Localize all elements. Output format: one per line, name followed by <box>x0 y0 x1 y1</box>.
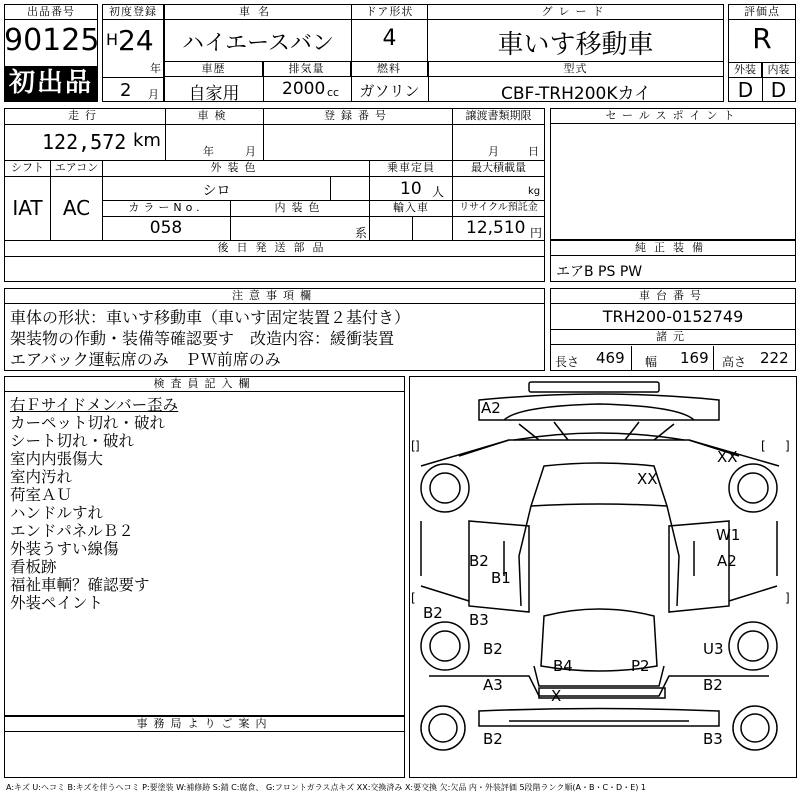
deadline-label: 譲渡書類期限 <box>453 109 544 123</box>
damage-mark: XX <box>717 448 738 466</box>
damage-mark: A3 <box>483 676 503 694</box>
office-notice-label: 事務局よりご案内 <box>5 717 404 732</box>
damage-mark: B2 <box>423 604 443 622</box>
inspector-line: 荷室ＡＵ <box>10 486 73 504</box>
inspector-line: カーペット切れ・破れ <box>10 414 166 432</box>
model-label: 型式 <box>428 62 723 77</box>
lot-number: 90125 <box>4 23 100 58</box>
inspector-line: 外装ペイント <box>10 594 104 612</box>
color-no: 058 <box>149 218 183 238</box>
damage-mark: A2 <box>717 552 737 570</box>
max-load-unit: kg <box>528 186 541 197</box>
width-label: 幅 <box>645 355 658 369</box>
inspector-line: 右Ｆサイドメンバー歪み <box>10 396 179 414</box>
color-no-label: カラーNo. <box>103 201 229 215</box>
first-reg-month: 2 <box>120 80 132 101</box>
inspector-line: ハンドルすれ <box>10 504 104 522</box>
deadline-day-unit: 日 <box>528 145 539 158</box>
length-label: 長さ <box>555 355 580 369</box>
height-label: 高さ <box>722 355 747 369</box>
import-label: 輸入車 <box>370 201 452 215</box>
displacement-label: 排気量 <box>263 62 351 77</box>
car-name-label: 車名 <box>165 5 351 20</box>
notes-lines <box>10 307 410 370</box>
era: H <box>106 30 119 49</box>
recycle-label: リサイクル預託金 <box>453 201 544 215</box>
displacement: 2000 <box>282 79 326 99</box>
later-parts-label: 後日発送部品 <box>5 241 544 255</box>
note-line: 車体の形状：車いす移動車（車いす固定装置２基付き） <box>10 308 411 327</box>
ac: AC <box>62 196 91 220</box>
shift: IAT <box>12 196 43 220</box>
bracket-right-front-close: ] <box>785 439 790 453</box>
inspector-line: 看板跡 <box>10 558 57 576</box>
fuel-label: 燃料 <box>351 62 428 77</box>
inspection-year-unit: 年 <box>203 145 214 158</box>
first-reg-label: 初度登録 <box>103 5 163 20</box>
sales-points-box <box>550 108 796 240</box>
damage-mark: U3 <box>703 640 724 658</box>
history-label: 車歴 <box>165 62 263 77</box>
damage-mark: B2 <box>483 640 503 658</box>
damage-mark: XX <box>637 470 658 488</box>
inspector-line: 外装うすい線傷 <box>10 540 119 558</box>
doors: 4 <box>382 26 397 51</box>
damage-mark: B3 <box>469 611 489 629</box>
max-load-label: 最大積載量 <box>453 161 544 175</box>
door-label: ドア形状 <box>352 5 427 20</box>
fuel: ガソリン <box>359 82 420 100</box>
inspection-month-unit: 月 <box>245 145 256 158</box>
score: R <box>752 22 772 55</box>
inspector-line: 福祉車輌？確認要す <box>10 576 150 594</box>
mileage: 122,572 <box>42 130 127 154</box>
bracket-right-front: [ <box>761 439 766 453</box>
width: 169 <box>680 349 709 367</box>
history: 自家用 <box>188 84 240 104</box>
first-reg-year: 24 <box>118 24 154 57</box>
inspector-lines <box>10 396 178 612</box>
car-name: ハイエースバン <box>181 31 335 56</box>
reg-no-label: 登録番号 <box>264 109 452 123</box>
exterior-grade-label: 外装 <box>729 63 762 78</box>
displacement-unit: cc <box>327 86 340 99</box>
month-unit: 月 <box>148 88 159 101</box>
damage-mark: B2 <box>703 676 723 694</box>
inspection-label: 車検 <box>166 109 263 123</box>
damage-mark: B4 <box>553 657 573 675</box>
height: 222 <box>760 349 789 367</box>
length: 469 <box>596 349 625 367</box>
mileage-unit: km <box>133 130 161 151</box>
damage-mark: B2 <box>483 730 503 748</box>
sales-points-label: セールスポイント <box>551 109 795 124</box>
shift-label: シフト <box>5 161 50 175</box>
year-unit: 年 <box>150 62 161 75</box>
note-line: エアバック運転席のみ ＰＷ前席のみ <box>10 350 281 369</box>
damage-mark: P2 <box>631 657 650 675</box>
capacity-label: 乗車定員 <box>370 161 452 175</box>
int-color-label: 内装色 <box>231 201 369 215</box>
recycle: 12,510 <box>466 218 526 238</box>
inspector-line: エンドパネルＢ２ <box>10 522 134 540</box>
damage-mark: W1 <box>716 526 741 544</box>
model: CBF-TRH200Kカイ <box>501 84 651 104</box>
score-label: 評価点 <box>729 5 795 20</box>
deadline-month-unit: 月 <box>488 145 499 158</box>
int-color-unit: 系 <box>355 226 368 240</box>
damage-mark: B1 <box>491 569 511 587</box>
inspector-label: 検査員記入欄 <box>5 377 404 392</box>
options-label: 純正装備 <box>551 241 795 256</box>
ac-label: エアコン <box>51 161 102 175</box>
inspector-line: 室内汚れ <box>10 468 73 486</box>
ext-color: シロ <box>202 183 231 199</box>
bracket-left-rear: [ <box>411 591 416 605</box>
damage-mark: B3 <box>703 730 723 748</box>
dims-label: 諸元 <box>551 330 795 345</box>
capacity: 10 <box>400 179 422 199</box>
lot-number-label: 出品番号 <box>5 5 97 20</box>
note-line: 架装物の作動・装備等確認要す 改造内容：緩衝装置 <box>10 329 395 348</box>
exterior-grade: D <box>737 78 754 102</box>
bracket-left-front-close: ] <box>415 439 420 453</box>
interior-grade: D <box>770 78 787 102</box>
chassis-label: 車台番号 <box>551 289 795 304</box>
interior-grade-label: 内装 <box>762 63 795 78</box>
damage-mark: X <box>551 687 562 705</box>
grade: 車いす移動車 <box>497 30 654 60</box>
mileage-label: 走行 <box>5 109 165 123</box>
inspector-line: 室内内張傷大 <box>10 450 104 468</box>
legend: A:キズ U:ヘコミ B:キズを伴うヘコミ P:要塗装 W:補修跡 S:錆 C:腐食、 G:フロントガラス点キズ XX:交換済み X:要交換 欠:欠品 内・外装評価 5段階ランク順(A・B・C・D・E) 1 <box>6 783 647 792</box>
notes-label: 注意事項欄 <box>5 289 544 304</box>
bracket-right-rear: ] <box>785 591 790 605</box>
damage-mark: B2 <box>469 552 489 570</box>
recycle-unit: 円 <box>530 226 543 240</box>
ext-color-label: 外装色 <box>103 161 369 175</box>
options: エアB PS PW <box>556 264 643 280</box>
chassis-number: TRH200-0152749 <box>602 307 744 326</box>
vehicle-damage-diagram <box>409 376 797 778</box>
first-listing-badge: 初出品 <box>5 66 97 101</box>
grade-label: グレード <box>428 5 723 20</box>
capacity-unit: 人 <box>432 185 445 199</box>
inspector-line: シート切れ・破れ <box>10 432 135 450</box>
bracket-left-front: [ <box>411 439 416 453</box>
damage-mark: A2 <box>481 399 501 417</box>
